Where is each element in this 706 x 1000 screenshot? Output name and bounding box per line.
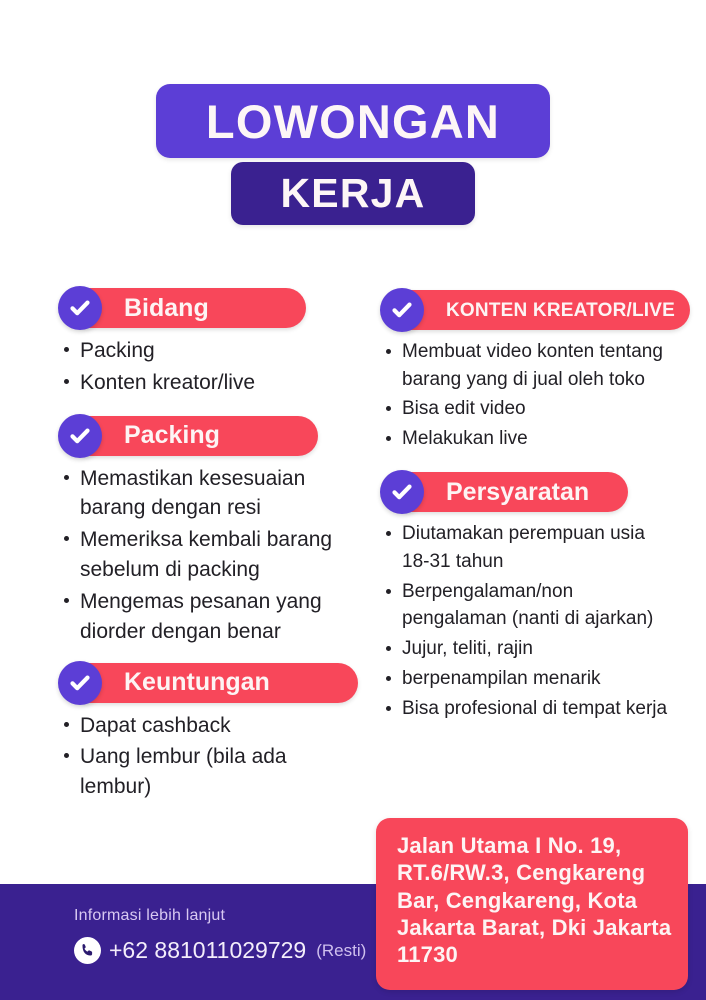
footer-content — [74, 908, 366, 964]
list-item: Memeriksa kembali barang sebelum di packing — [58, 525, 373, 585]
section-bidang — [58, 286, 378, 398]
footer-caption: Informasi lebih lanjut — [74, 907, 226, 924]
list-item: Packing — [58, 336, 358, 366]
phone-row[interactable] — [74, 937, 366, 964]
section-title: Packing — [124, 421, 220, 450]
section-title: Keuntungan — [124, 668, 270, 696]
section-heading-konten-kreator-live — [380, 288, 696, 332]
poster-title-line2: KERJA — [280, 170, 426, 216]
list-item: Melakukan live — [380, 425, 670, 453]
left-column — [58, 286, 378, 804]
heading-pill — [390, 472, 628, 512]
section-title: KONTEN KREATOR/LIVE — [446, 299, 675, 321]
list-item: berpenampilan menarik — [380, 665, 672, 693]
check-circle-icon — [58, 414, 102, 458]
packing-list — [58, 464, 373, 647]
list-item: Jujur, teliti, rajin — [380, 635, 672, 663]
phone-icon — [74, 937, 101, 964]
section-keuntungan — [58, 661, 378, 802]
heading-pill — [68, 288, 306, 328]
section-persyaratan — [380, 470, 696, 722]
section-heading-keuntungan — [58, 661, 378, 705]
right-column — [380, 288, 696, 724]
spacer — [380, 454, 696, 470]
section-title: Bidang — [124, 293, 209, 322]
check-circle-icon — [58, 286, 102, 330]
list-item: Uang lembur (bila ada lembur) — [58, 742, 358, 802]
title-banner-secondary — [231, 162, 475, 225]
heading-pill — [390, 290, 690, 330]
list-item: Diutamakan perempuan usia 18-31 tahun — [380, 520, 672, 575]
list-item: Membuat video konten tentang barang yang di jual oleh toko — [380, 338, 670, 393]
list-item: Bisa edit video — [380, 395, 670, 423]
list-item: Memastikan kesesuaian barang dengan resi — [58, 464, 373, 524]
address-text: Jalan Utama I No. 19, RT.6/RW.3, Cengkareng Bar, Cengkareng, Kota Jakarta Barat, Dki Jakarta 11730 — [397, 833, 672, 968]
list-item: Bisa profesional di tempat kerja — [380, 695, 672, 723]
section-packing — [58, 414, 378, 647]
poster-header — [0, 0, 706, 240]
section-konten-kreator-live — [380, 288, 696, 452]
spacer — [58, 649, 378, 661]
list-item: Dapat cashback — [58, 711, 358, 741]
heading-pill — [68, 416, 318, 456]
check-circle-icon — [380, 470, 424, 514]
list-item: Konten kreator/live — [58, 368, 358, 398]
section-title: Persyaratan — [446, 477, 590, 506]
persyaratan-list — [380, 520, 672, 722]
section-heading-persyaratan — [380, 470, 696, 514]
heading-pill — [68, 663, 358, 703]
title-banner-primary — [156, 84, 550, 158]
phone-number: +62 881011029729 — [109, 937, 307, 963]
konten-kreator-list — [380, 338, 670, 452]
spacer — [58, 400, 378, 414]
keuntungan-list — [58, 711, 358, 802]
bidang-list — [58, 336, 358, 398]
check-circle-icon — [380, 288, 424, 332]
section-heading-bidang — [58, 286, 378, 330]
list-item: Mengemas pesanan yang diorder dengan benar — [58, 587, 373, 647]
check-circle-icon — [58, 661, 102, 705]
contact-name: (Resti) — [316, 941, 367, 960]
section-heading-packing — [58, 414, 378, 458]
poster-title-line1: LOWONGAN — [205, 94, 501, 148]
address-card — [376, 818, 688, 990]
list-item: Berpengalaman/non pengalaman (nanti di ajarkan) — [380, 578, 672, 633]
